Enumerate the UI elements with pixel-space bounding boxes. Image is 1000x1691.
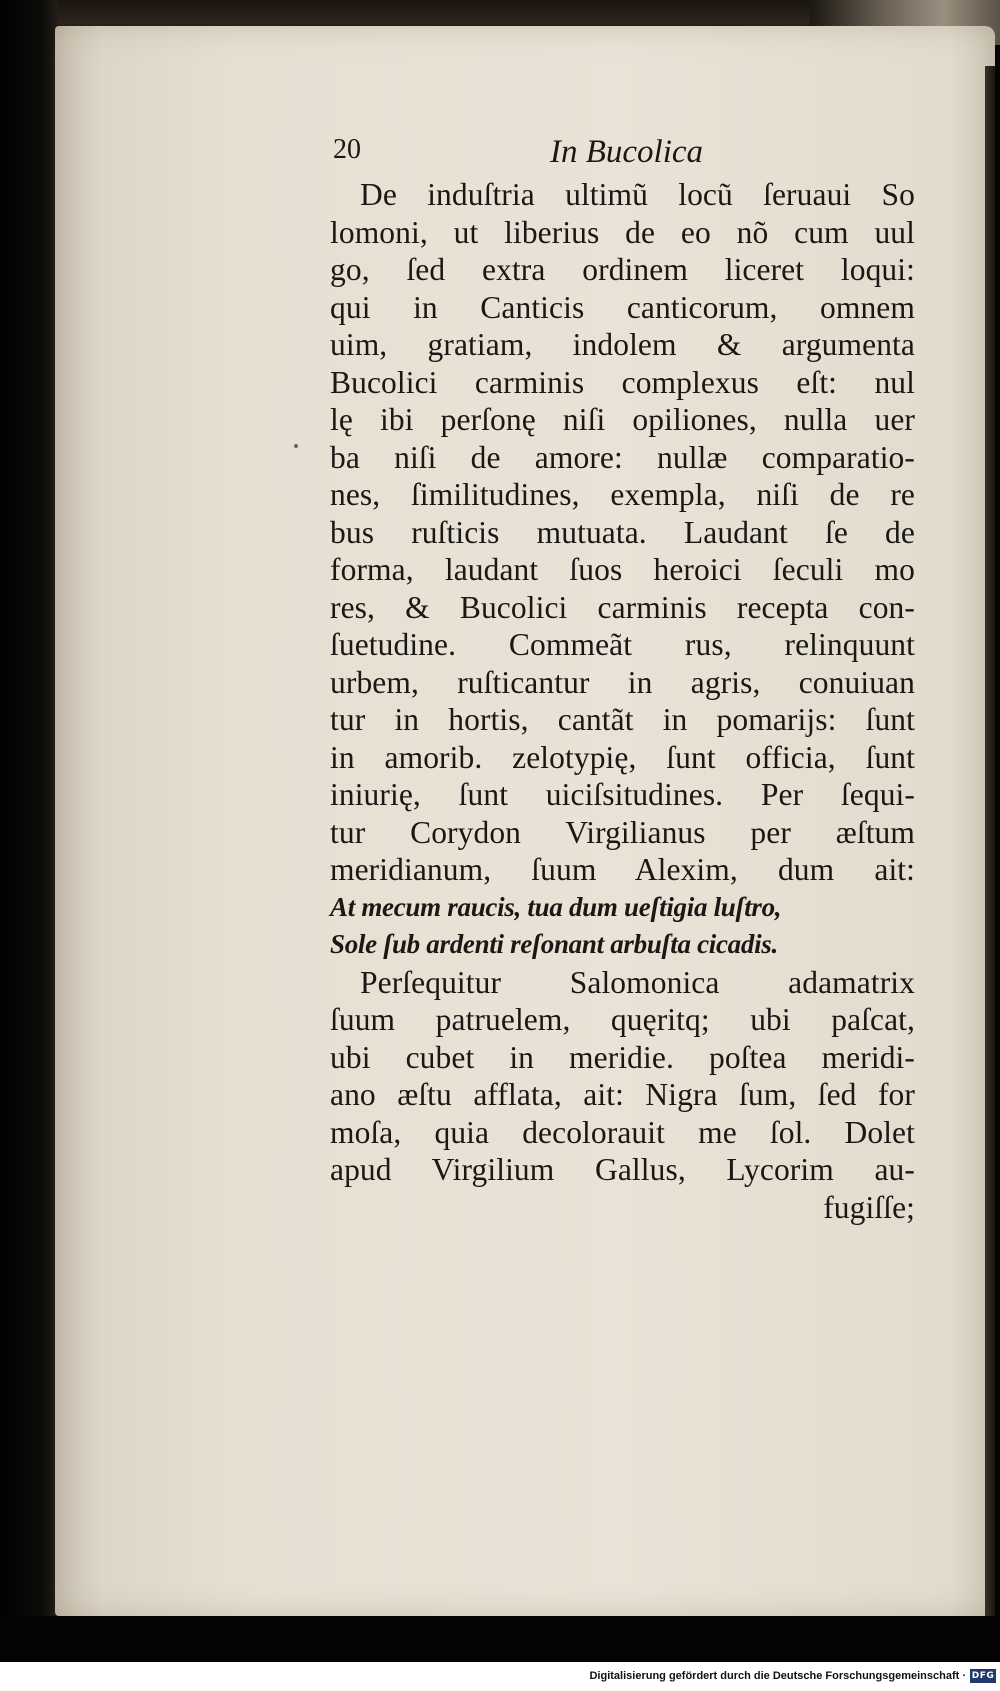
text-line: go, ſed extra ordinem liceret loqui: [330, 252, 915, 287]
text-line: res, & Bucolici carminis recepta con- [330, 589, 915, 625]
page-edge [985, 66, 995, 1662]
running-header [330, 134, 915, 176]
catchword: fugiſſe; [823, 1189, 915, 1225]
margin-mark [294, 444, 298, 448]
scan-bottom-edge [0, 1616, 1000, 1662]
funding-credit: Digitalisierung gefördert durch die Deutsche Forschungsgemeinschaft · [589, 1670, 966, 1682]
text-line: ſuetudine. Commeãt rus, relinquunt [330, 627, 915, 662]
text-line: bus ruſticis mutuata. Laudant ſe de [330, 514, 915, 550]
text-line: ſuum patruelem, quęritq; ubi paſcat, [330, 1002, 915, 1037]
page-text [330, 134, 915, 1226]
digitization-footer [0, 1662, 1000, 1691]
text-line: tur Corydon Virgilianus per æſtum [330, 814, 915, 850]
page-number: 20 [333, 134, 361, 165]
dfg-logo: DFG [971, 1671, 995, 1681]
binding-shadow [0, 0, 58, 1662]
text-line: lę ibi perſonę niſi opiliones, nulla uer [330, 402, 915, 437]
text-line: meridianum, ſuum Alexim, dum ait: [330, 852, 915, 887]
text-line: Bucolici carminis complexus eſt: nul [330, 364, 915, 400]
text-line: uim, gratiam, indolem & argumenta [330, 327, 915, 362]
text-line: iniurię, ſunt uiciſsitudines. Per ſequi- [330, 777, 915, 812]
text-line: in amorib. zelotypię, ſunt officia, ſunt [330, 739, 915, 775]
text-line: Perſequitur Salomonica adamatrix [360, 964, 915, 1000]
text-line: ba niſi de amore: nullæ comparatio- [330, 439, 915, 475]
text-line: De induſtria ultimũ locũ ſeruaui So [360, 177, 915, 212]
text-line: ano æſtu afflata, ait: Nigra ſum, ſed for [330, 1077, 915, 1112]
verse-quote-line: Sole ſub ardenti reſonant arbuſta cicadis. [330, 929, 778, 959]
text-line: forma, laudant ſuos heroici ſeculi mo [330, 552, 915, 587]
text-line: ubi cubet in meridie. poſtea meridi- [330, 1039, 915, 1075]
text-line: nes, ſimilitudines, exempla, niſi de re [330, 477, 915, 512]
text-line: qui in Canticis canticorum, omnem [330, 289, 915, 325]
text-line: tur in hortis, cantãt in pomarijs: ſunt [330, 702, 915, 737]
running-title: In Bucolica [550, 134, 704, 170]
text-line: moſa, quia decolorauit me ſol. Dolet [330, 1114, 915, 1150]
text-line: lomoni, ut liberius de eo nõ cum uul [330, 214, 915, 250]
verse-quote-line: At mecum raucis, tua dum ueſtigia luſtro, [330, 891, 782, 922]
text-line: urbem, ruſticantur in agris, conuiuan [330, 664, 915, 700]
text-line: apud Virgilium Gallus, Lycorim au- [330, 1152, 915, 1187]
